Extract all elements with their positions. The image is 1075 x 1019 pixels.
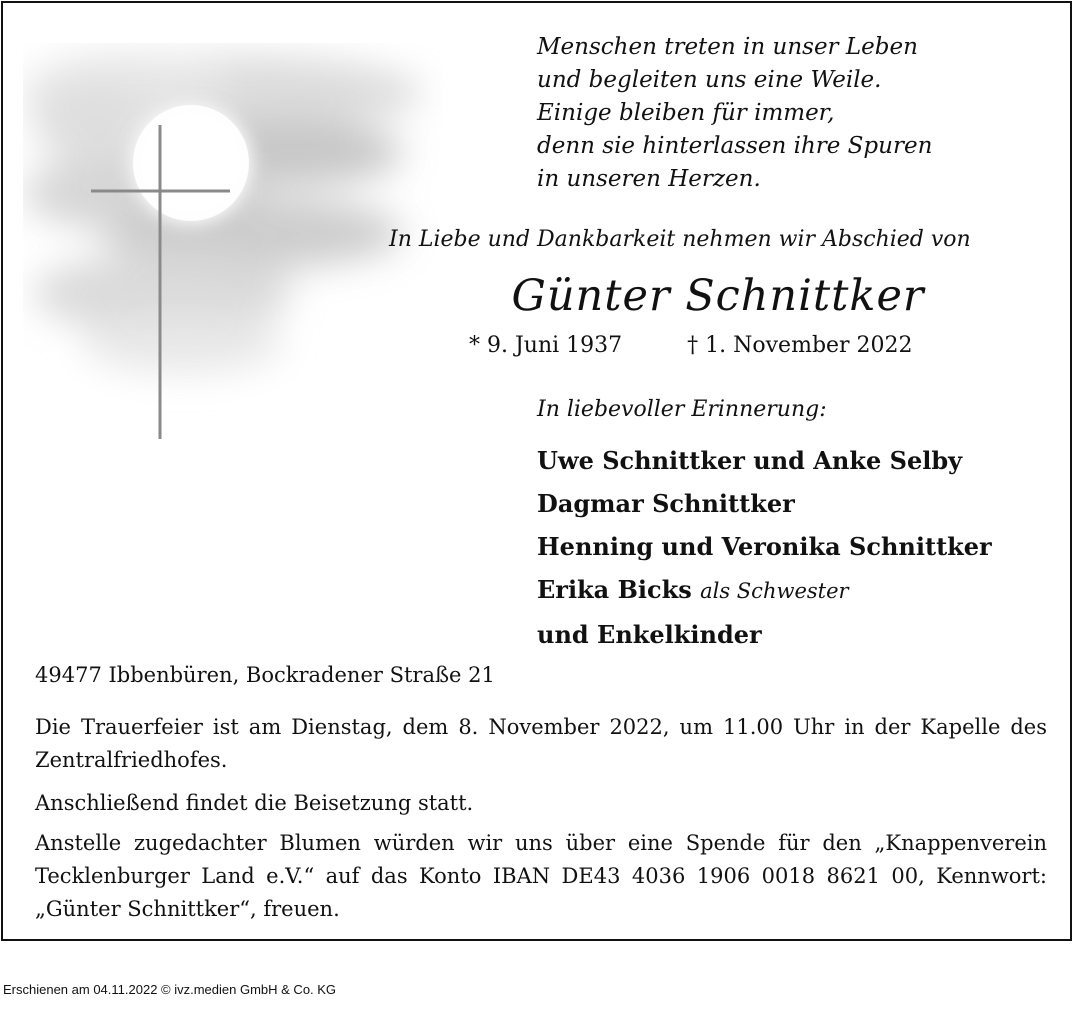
burial-paragraph: Anschließend findet die Beisetzung statt. <box>35 791 474 815</box>
cross-moon-clouds-icon <box>23 43 443 453</box>
mourner-relation: als Schwester <box>700 579 849 603</box>
farewell-line: In Liebe und Dankbarkeit nehmen wir Abschied von <box>389 227 971 252</box>
deceased-name: Günter Schnittker <box>511 271 925 321</box>
mourners-list <box>537 439 992 656</box>
mourner-name: Erika Bicks <box>537 575 692 604</box>
poem-line: Einige bleiben für immer, <box>537 100 835 126</box>
life-dates <box>469 333 913 358</box>
poem <box>537 31 932 196</box>
poem-line: in unseren Herzen. <box>537 166 761 192</box>
poem-line: und begleiten uns eine Weile. <box>537 67 882 93</box>
memory-intro: In liebevoller Erinnerung: <box>537 397 827 422</box>
publication-footer: Erschienen am 04.11.2022 © ivz.medien GmbH & Co. KG <box>3 982 337 997</box>
birth-date: * 9. Juni 1937 <box>469 333 623 358</box>
mourner-line <box>537 568 992 613</box>
mourner-line: Henning und Veronika Schnittker <box>537 532 992 561</box>
obituary-card <box>1 1 1072 941</box>
death-date: † 1. November 2022 <box>687 333 913 358</box>
mourner-line: und Enkelkinder <box>537 620 762 649</box>
mourner-line: Uwe Schnittker und Anke Selby <box>537 446 963 475</box>
ceremony-paragraph: Die Trauerfeier ist am Dienstag, dem 8. November 2022, um 11.00 Uhr in der Kapelle des Zentralfriedhofes. <box>35 715 1047 772</box>
poem-line: Menschen treten in unser Leben <box>537 34 918 60</box>
donation-paragraph: Anstelle zugedachter Blumen würden wir uns über eine Spende für den „Knappenverein Tecklenburger Land e.V.“ auf das Konto IBAN DE43 4036 1906 0018 8621 00, Kennwort: „Günter Schnittker“, freuen. <box>35 831 1047 921</box>
mourner-line: Dagmar Schnittker <box>537 489 795 518</box>
address: 49477 Ibbenbüren, Bockradener Straße 21 <box>35 663 495 687</box>
poem-line: denn sie hinterlassen ihre Spuren <box>537 133 933 159</box>
